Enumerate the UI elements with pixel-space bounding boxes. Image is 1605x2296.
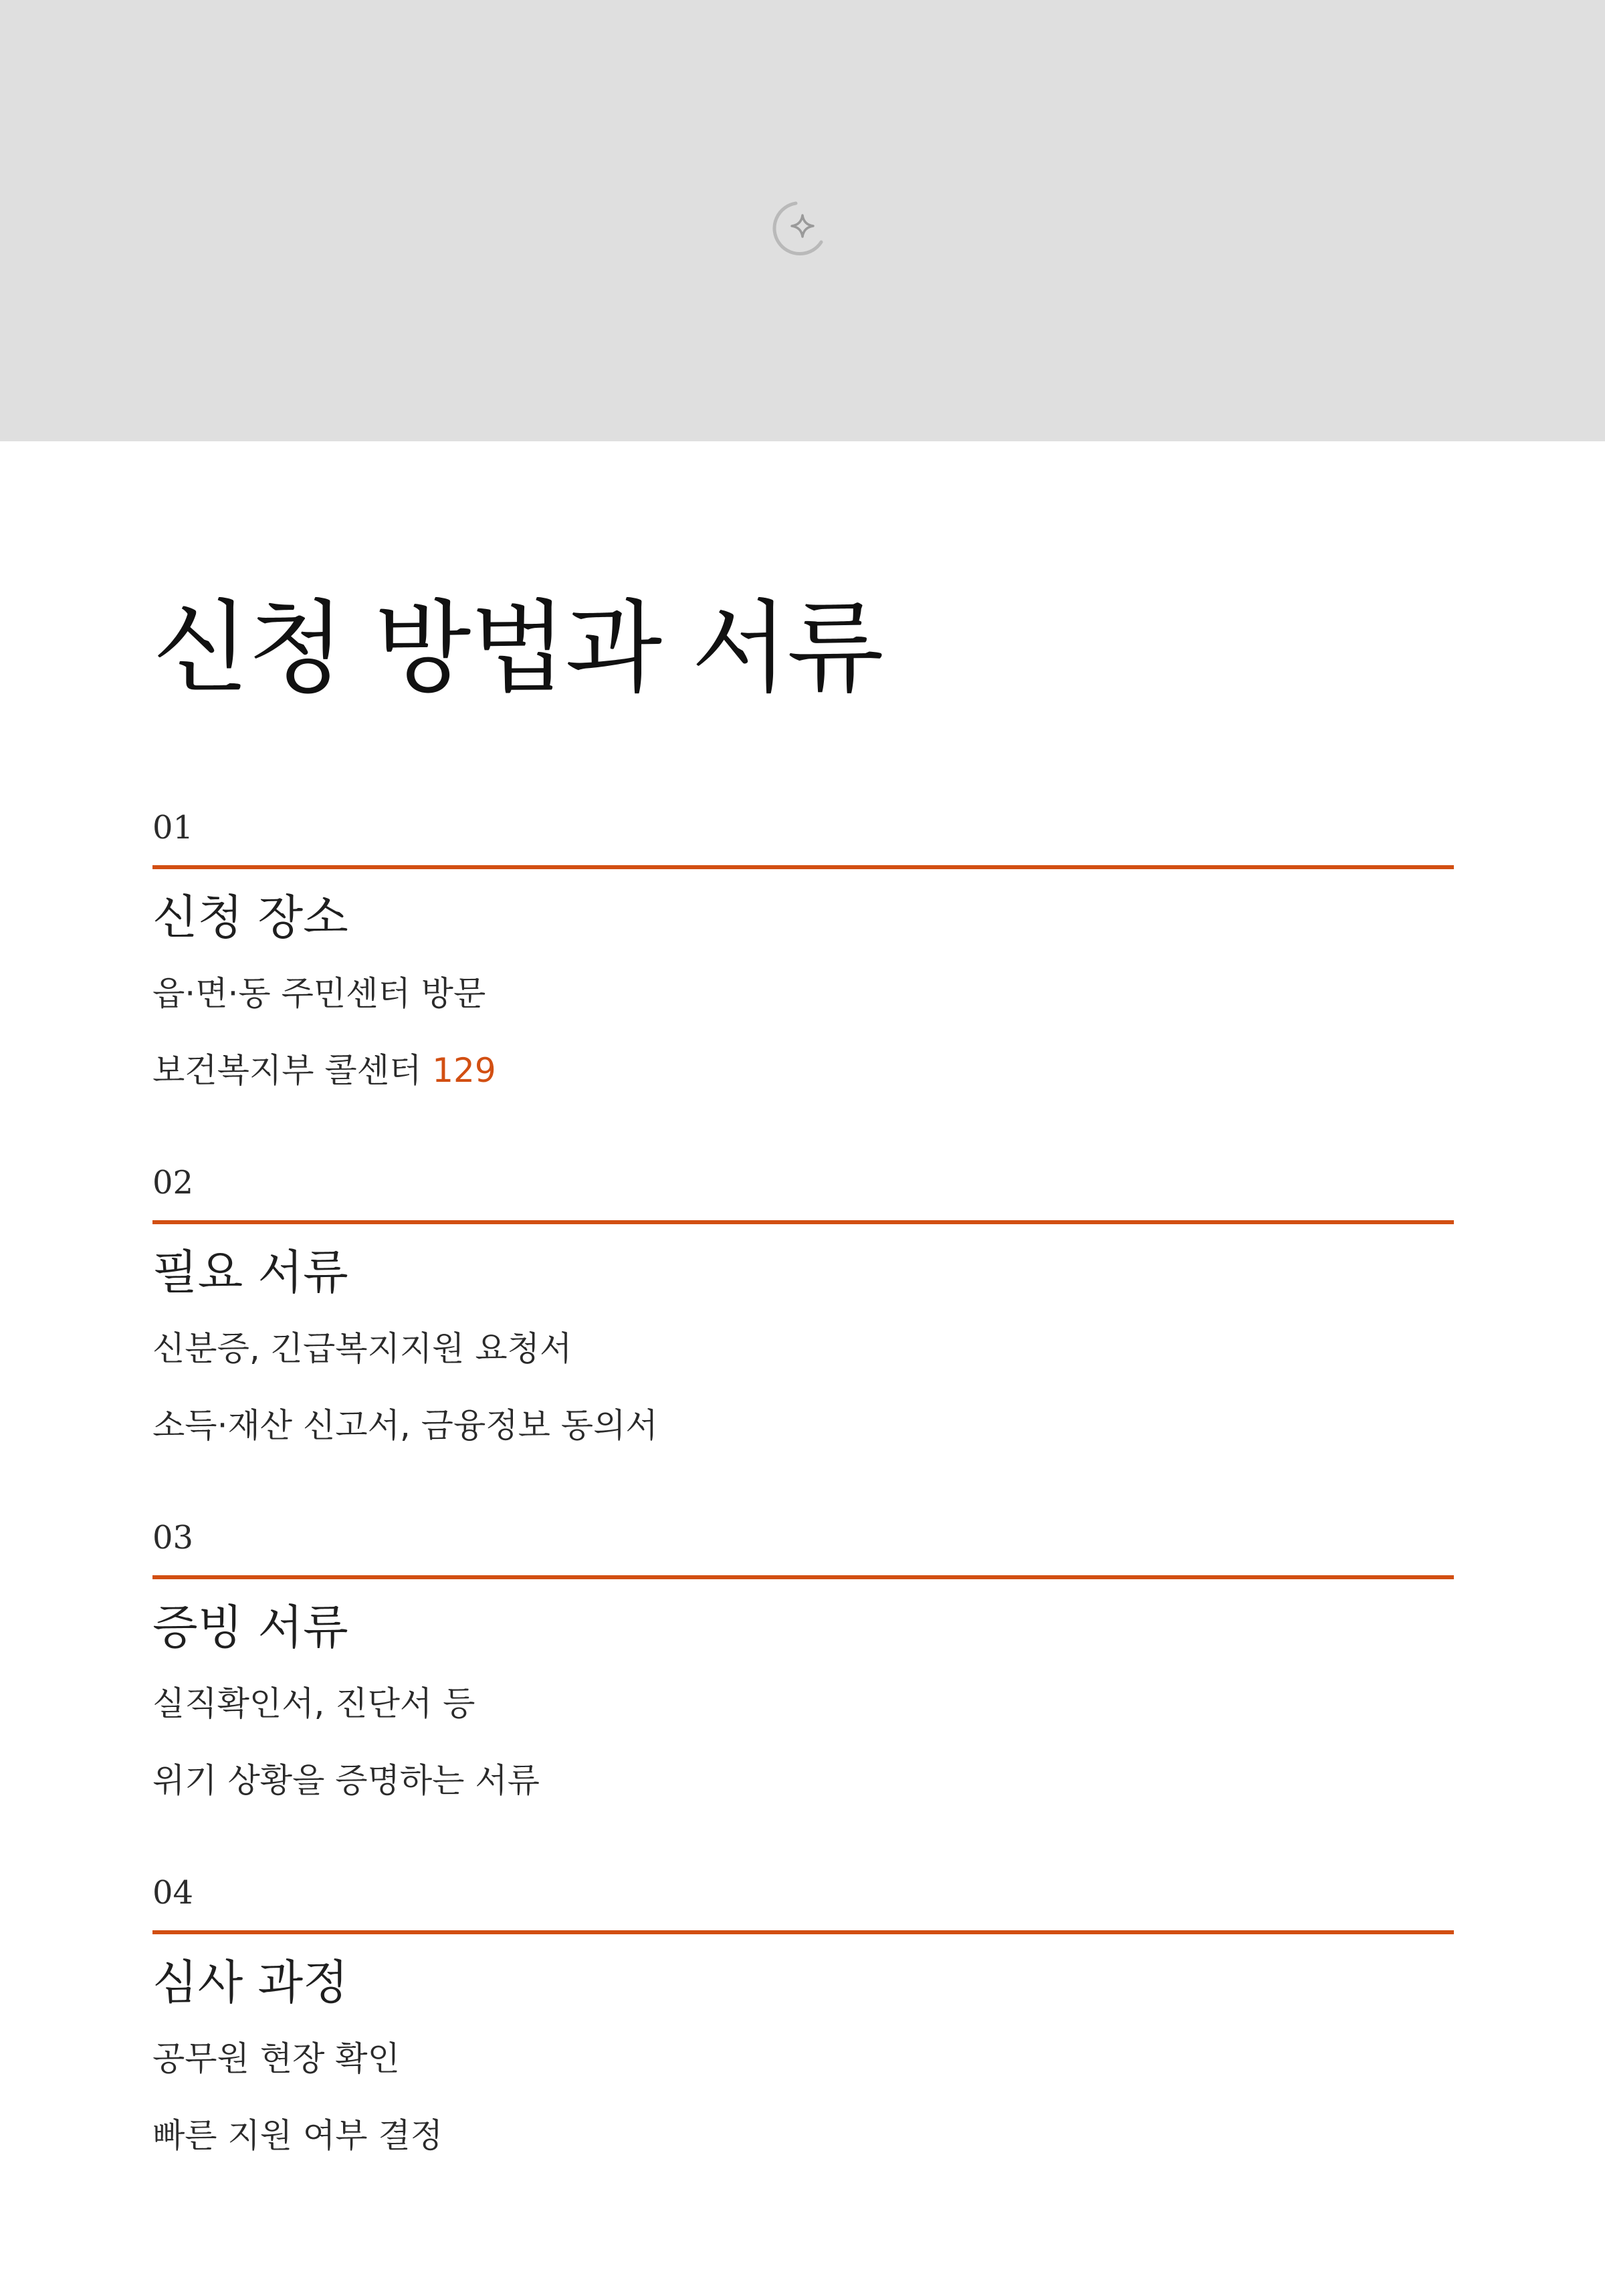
section-divider bbox=[152, 1220, 1454, 1224]
section-required-documents bbox=[152, 1163, 1454, 1446]
section-heading: 필요 서류 bbox=[152, 1245, 348, 1300]
section-heading: 신청 장소 bbox=[152, 890, 348, 945]
section-line: 실직확인서, 진단서 등 bbox=[152, 1684, 475, 1723]
section-heading: 증빙 서류 bbox=[152, 1600, 348, 1655]
section-line: 소득·재산 신고서, 금융정보 동의서 bbox=[152, 1406, 658, 1445]
section-number: 01 bbox=[152, 809, 194, 846]
section-number: 03 bbox=[152, 1519, 194, 1557]
section-application-place bbox=[152, 808, 1454, 1090]
section-divider bbox=[152, 865, 1454, 869]
section-number: 04 bbox=[152, 1874, 194, 1912]
section-line-text: 보건복지부 콜센터 bbox=[152, 1051, 422, 1090]
section-line-text: 읍·면·동 주민센터 방문 bbox=[152, 974, 486, 1013]
section-line: 빠른 지원 여부 결정 bbox=[152, 2116, 443, 2155]
section-divider bbox=[152, 1575, 1454, 1579]
section-number: 02 bbox=[152, 1164, 194, 1201]
section-review-process bbox=[152, 1873, 1454, 2156]
hero-image-placeholder bbox=[0, 0, 1605, 441]
section-line: 신분증, 긴급복지지원 요청서 bbox=[152, 1329, 572, 1368]
section-line bbox=[152, 973, 1454, 1014]
section-proof-documents bbox=[152, 1518, 1454, 1801]
content bbox=[152, 588, 1454, 2156]
page-title: 신청 방법과 서류 bbox=[152, 590, 883, 707]
section-line bbox=[152, 1050, 1454, 1090]
section-line: 공무원 현장 확인 bbox=[152, 2039, 400, 2078]
section-heading: 심사 과정 bbox=[152, 1955, 348, 2010]
section-divider bbox=[152, 1930, 1454, 1934]
phone-number-highlight: 129 bbox=[432, 1051, 496, 1090]
sparkle-loading-icon bbox=[769, 194, 836, 261]
section-line: 위기 상황을 증명하는 서류 bbox=[152, 1761, 540, 1800]
